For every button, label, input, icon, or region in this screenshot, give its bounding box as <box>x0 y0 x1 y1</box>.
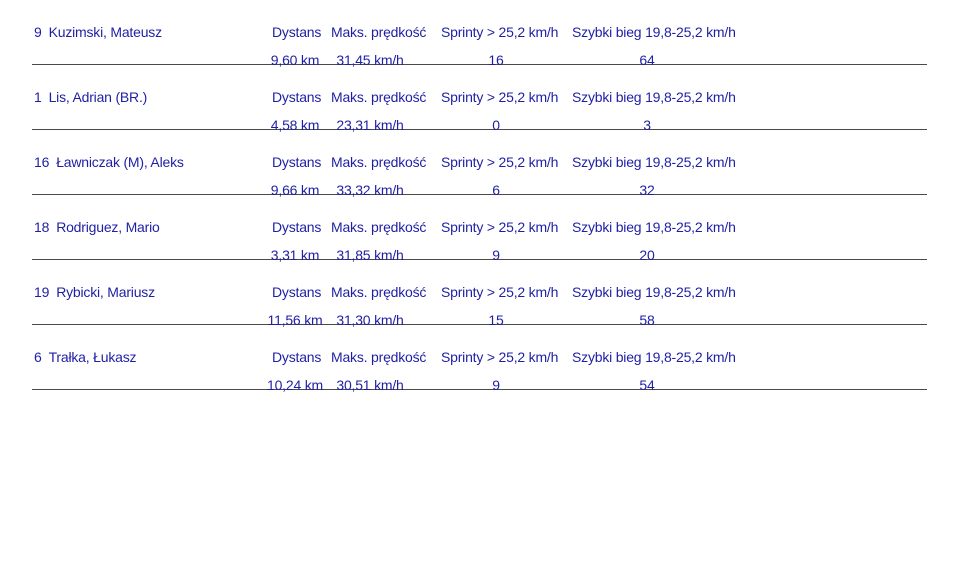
sprints-label: Sprinty > 25,2 km/h <box>441 24 559 40</box>
player-number: 9 <box>34 24 42 40</box>
max-speed-label: Maks. prędkość <box>331 349 427 365</box>
player-row-1 <box>32 65 927 133</box>
sprints-label: Sprinty > 25,2 km/h <box>441 284 559 300</box>
sprints-label: Sprinty > 25,2 km/h <box>441 349 559 365</box>
sprints-value: 16 <box>488 52 504 68</box>
max-speed-value: 30,51 km/h <box>336 377 404 393</box>
fast-runs-label: Szybki bieg 19,8-25,2 km/h <box>572 219 736 235</box>
player-name <box>34 219 160 235</box>
player-number: 19 <box>34 284 50 300</box>
player-name <box>34 284 155 300</box>
distance-value: 9,60 km <box>270 52 320 68</box>
max-speed-value: 31,45 km/h <box>336 52 404 68</box>
player-number: 6 <box>34 349 42 365</box>
fast-runs-label: Szybki bieg 19,8-25,2 km/h <box>572 349 736 365</box>
sprints-label: Sprinty > 25,2 km/h <box>441 154 559 170</box>
player-row-3 <box>32 195 927 263</box>
sprints-value: 6 <box>492 182 500 198</box>
player-name-text: Trałka, Łukasz <box>48 349 137 365</box>
player-name-text: Kuzimski, Mateusz <box>48 24 162 40</box>
player-row-5 <box>32 325 927 393</box>
max-speed-value: 31,85 km/h <box>336 247 404 263</box>
distance-value: 4,58 km <box>270 117 320 133</box>
max-speed-label: Maks. prędkość <box>331 219 427 235</box>
fast-runs-value: 64 <box>639 52 655 68</box>
player-name <box>34 349 136 365</box>
fast-runs-value: 54 <box>639 377 655 393</box>
player-number: 16 <box>34 154 50 170</box>
sprints-value: 15 <box>488 312 504 328</box>
player-name-text: Ławniczak (M), Aleks <box>56 154 184 170</box>
distance-label: Dystans <box>272 349 322 365</box>
fast-runs-label: Szybki bieg 19,8-25,2 km/h <box>572 154 736 170</box>
fast-runs-label: Szybki bieg 19,8-25,2 km/h <box>572 284 736 300</box>
sprints-value: 9 <box>492 377 500 393</box>
player-name-text: Lis, Adrian (BR.) <box>48 89 148 105</box>
distance-value: 11,56 km <box>267 312 323 328</box>
sprints-label: Sprinty > 25,2 km/h <box>441 89 559 105</box>
max-speed-value: 31,30 km/h <box>336 312 404 328</box>
sprints-value: 0 <box>492 117 500 133</box>
player-row-0 <box>32 0 927 68</box>
max-speed-label: Maks. prędkość <box>331 154 427 170</box>
sprints-value: 9 <box>492 247 500 263</box>
distance-label: Dystans <box>272 24 322 40</box>
fast-runs-label: Szybki bieg 19,8-25,2 km/h <box>572 24 736 40</box>
max-speed-value: 33,32 km/h <box>336 182 404 198</box>
player-number: 1 <box>34 89 42 105</box>
player-name-text: Rodriguez, Mario <box>56 219 160 235</box>
max-speed-label: Maks. prędkość <box>331 24 427 40</box>
player-name <box>34 89 147 105</box>
fast-runs-value: 32 <box>639 182 655 198</box>
player-name-text: Rybicki, Mariusz <box>56 284 155 300</box>
distance-label: Dystans <box>272 219 322 235</box>
distance-value: 3,31 km <box>270 247 320 263</box>
distance-value: 10,24 km <box>267 377 323 393</box>
max-speed-label: Maks. prędkość <box>331 284 427 300</box>
player-stats-table <box>32 0 927 393</box>
player-number: 18 <box>34 219 50 235</box>
fast-runs-value: 20 <box>639 247 655 263</box>
distance-value: 9,66 km <box>270 182 320 198</box>
player-name <box>34 24 162 40</box>
player-name <box>34 154 184 170</box>
fast-runs-label: Szybki bieg 19,8-25,2 km/h <box>572 89 736 105</box>
max-speed-label: Maks. prędkość <box>331 89 427 105</box>
player-row-4 <box>32 260 927 328</box>
distance-label: Dystans <box>272 89 322 105</box>
fast-runs-value: 58 <box>639 312 655 328</box>
sprints-label: Sprinty > 25,2 km/h <box>441 219 559 235</box>
distance-label: Dystans <box>272 284 322 300</box>
fast-runs-value: 3 <box>643 117 651 133</box>
player-row-2 <box>32 130 927 198</box>
distance-label: Dystans <box>272 154 322 170</box>
max-speed-value: 23,31 km/h <box>336 117 404 133</box>
